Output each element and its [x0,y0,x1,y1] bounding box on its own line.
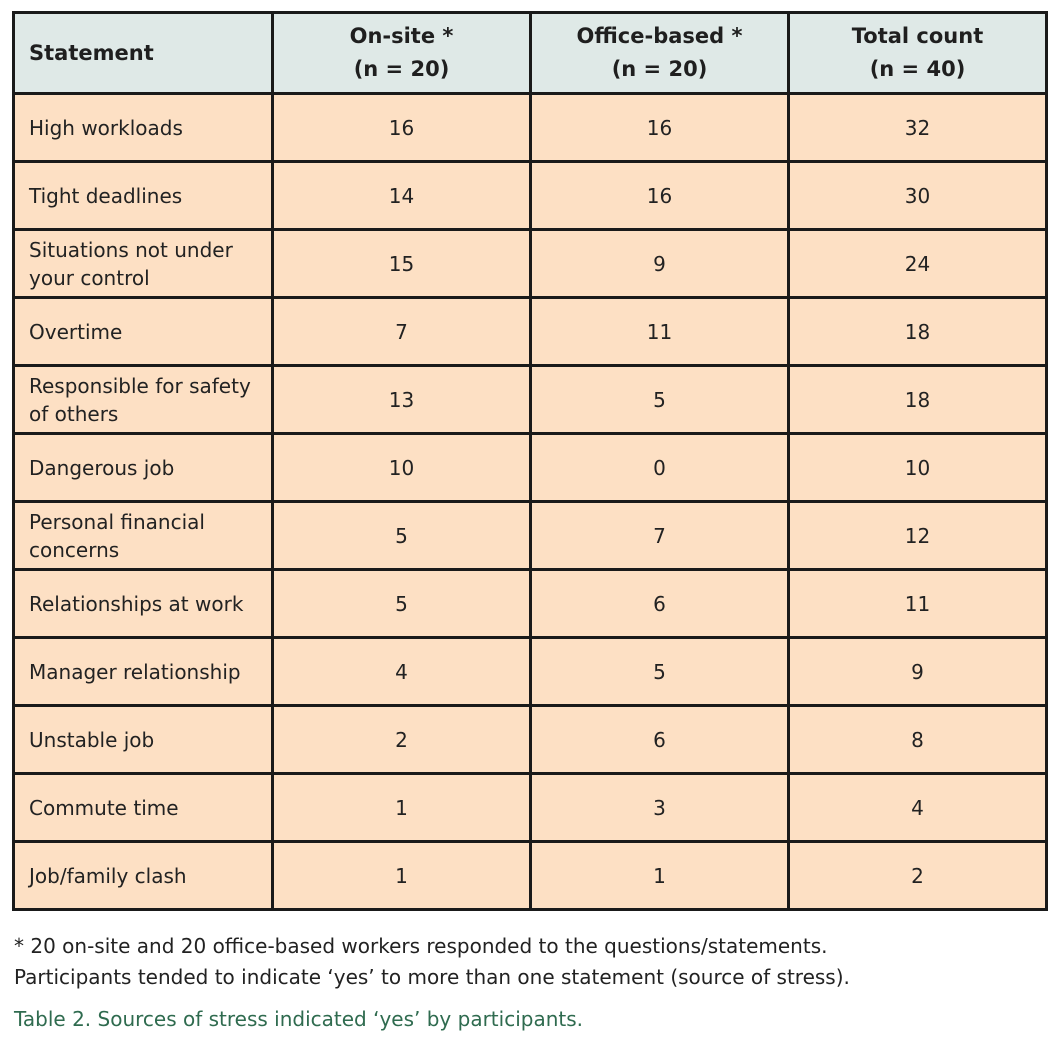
table-row [14,230,1047,298]
cell-total: 2 [789,842,1047,910]
cell-onsite: 5 [273,502,531,570]
cell-total: 9 [789,638,1047,706]
cell-total: 12 [789,502,1047,570]
table-footnote [14,931,1044,993]
cell-total: 10 [789,434,1047,502]
header-total [789,13,1047,94]
cell-office: 5 [531,366,789,434]
cell-statement: Responsible for safety of others [14,366,273,434]
cell-statement: Commute time [14,774,273,842]
cell-office: 11 [531,298,789,366]
stress-sources-table-container [12,11,1045,911]
header-statement [14,13,273,94]
cell-onsite: 15 [273,230,531,298]
table-body [14,94,1047,910]
header-total-n: (n = 40) [869,57,966,81]
cell-onsite: 2 [273,706,531,774]
cell-statement: Tight deadlines [14,162,273,230]
stress-sources-table [12,11,1048,911]
header-onsite [273,13,531,94]
table-row [14,162,1047,230]
cell-office: 16 [531,162,789,230]
cell-onsite: 4 [273,638,531,706]
cell-office: 3 [531,774,789,842]
table-row [14,298,1047,366]
header-office-label: Office-based * [576,24,743,48]
cell-statement: Dangerous job [14,434,273,502]
table-row [14,706,1047,774]
header-total-label: Total count [851,24,984,48]
cell-statement: Relationships at work [14,570,273,638]
header-statement-label: Statement [29,40,154,65]
header-office-n: (n = 20) [611,57,708,81]
cell-onsite: 7 [273,298,531,366]
cell-total: 11 [789,570,1047,638]
footnote-line-2: Participants tended to indicate ‘yes’ to more than one statement (source of stress). [14,965,850,989]
cell-office: 7 [531,502,789,570]
cell-office: 0 [531,434,789,502]
cell-office: 6 [531,570,789,638]
cell-onsite: 16 [273,94,531,162]
cell-statement: Situations not under your control [14,230,273,298]
cell-office: 9 [531,230,789,298]
header-onsite-label: On-site * [349,24,454,48]
cell-total: 32 [789,94,1047,162]
cell-office: 16 [531,94,789,162]
cell-statement: High workloads [14,94,273,162]
cell-total: 4 [789,774,1047,842]
header-row [14,13,1047,94]
cell-onsite: 13 [273,366,531,434]
footnote-line-1: * 20 on-site and 20 office-based workers responded to the questions/statements. [14,934,828,958]
cell-statement: Overtime [14,298,273,366]
cell-office: 5 [531,638,789,706]
table-row [14,842,1047,910]
cell-office: 6 [531,706,789,774]
cell-onsite: 10 [273,434,531,502]
table-row [14,774,1047,842]
table-row [14,94,1047,162]
table-header [14,13,1047,94]
table-row [14,366,1047,434]
cell-onsite: 5 [273,570,531,638]
table-row [14,638,1047,706]
cell-statement: Personal financial concerns [14,502,273,570]
cell-onsite: 14 [273,162,531,230]
table-caption: Table 2. Sources of stress indicated ‘yes’ by participants. [14,1007,583,1031]
cell-total: 24 [789,230,1047,298]
cell-onsite: 1 [273,774,531,842]
cell-onsite: 1 [273,842,531,910]
cell-total: 18 [789,298,1047,366]
cell-statement: Manager relationship [14,638,273,706]
table-row [14,502,1047,570]
header-onsite-n: (n = 20) [353,57,450,81]
cell-statement: Unstable job [14,706,273,774]
table-row [14,434,1047,502]
cell-total: 30 [789,162,1047,230]
cell-office: 1 [531,842,789,910]
table-row [14,570,1047,638]
header-office [531,13,789,94]
cell-total: 8 [789,706,1047,774]
cell-total: 18 [789,366,1047,434]
cell-statement: Job/family clash [14,842,273,910]
